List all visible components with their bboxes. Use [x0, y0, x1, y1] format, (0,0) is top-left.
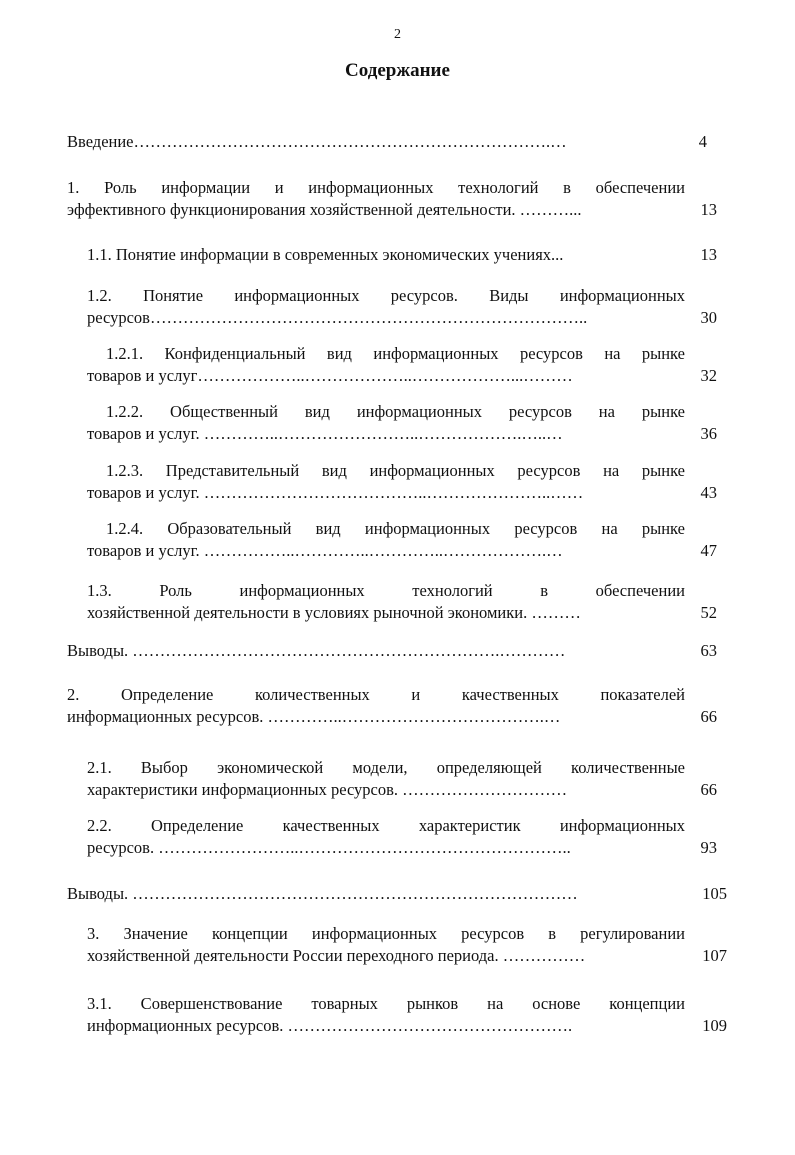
toc-entry-line: Выводы. ………………………………………………………………………: [67, 884, 578, 903]
toc-page-number: 66: [700, 707, 717, 726]
toc-entry-line: товаров и услуг. …………..……………………..……………….…..…: [87, 424, 563, 443]
toc-entry[interactable]: [67, 883, 727, 905]
toc-page-number: 47: [700, 541, 717, 560]
toc-entry[interactable]: [67, 684, 717, 728]
toc-entry[interactable]: [87, 757, 717, 801]
toc-entry[interactable]: [87, 518, 717, 562]
toc-page-number: 105: [702, 884, 727, 903]
toc-entry-line: 2. Определение количественных и качественных показателей: [67, 685, 685, 704]
page-number: 2: [394, 27, 401, 42]
toc-entry[interactable]: [67, 131, 717, 153]
toc-entry-line: хозяйственной деятельности России переходного периода. ……………: [87, 946, 586, 965]
toc-entry-line: 2.1. Выбор экономической модели, определяющей количественные: [87, 758, 685, 777]
toc-entry-line: Введение………………………………………………………………….…: [67, 132, 567, 151]
toc-entry[interactable]: [87, 343, 717, 387]
page-title: Содержание: [345, 60, 450, 81]
toc-entry-line: товаров и услуг. ……………..…………..…………..……………….…: [87, 541, 563, 560]
toc-page-number: 107: [702, 946, 727, 965]
toc-entry-line: 1.1. Понятие информации в современных экономических учениях...: [87, 245, 564, 264]
toc-entry-line: товаров и услуг. …………………………………..…………………..……: [87, 483, 584, 502]
toc-entry[interactable]: [87, 993, 727, 1037]
toc-page-number: 93: [700, 838, 717, 857]
toc-page-number: 13: [700, 200, 717, 219]
toc-entry-line: 3. Значение концепции информационных ресурсов в регулировании: [87, 924, 685, 943]
toc-entry-line: хозяйственной деятельности в условиях рыночной экономики. ………: [87, 603, 581, 622]
toc-entry[interactable]: [87, 401, 717, 445]
toc-entry-line: характеристики информационных ресурсов. …………………………: [87, 780, 568, 799]
toc-entry[interactable]: [87, 285, 717, 329]
toc-entry[interactable]: [67, 640, 717, 662]
toc-entry-line: 1.2. Понятие информационных ресурсов. Виды информационных: [87, 286, 685, 305]
toc-entry-line: 1.2.1. Конфиденциальный вид информационных ресурсов на рынке: [106, 344, 685, 363]
toc-entry-line: информационных ресурсов. …………..……………………………….…: [67, 707, 561, 726]
toc-page-number: 30: [700, 308, 717, 327]
toc-entry-line: информационных ресурсов. …………………………………………….: [87, 1016, 573, 1035]
toc-page-number: 109: [702, 1016, 727, 1035]
toc-entry-line: эффективного функционирования хозяйственной деятельности. ………...: [67, 200, 582, 219]
toc-entry[interactable]: [87, 580, 717, 624]
toc-entry-line: ресурсов. ……………………..…………………………………………..: [87, 838, 571, 857]
toc-page-number: 13: [700, 245, 717, 264]
toc-entry-line: 1.2.3. Представительный вид информационных ресурсов на рынке: [106, 461, 685, 480]
toc-page-number: 52: [700, 603, 717, 622]
toc-entry[interactable]: [87, 923, 727, 967]
toc-page-number: 4: [698, 132, 707, 151]
toc-page-number: 32: [700, 366, 717, 385]
toc-page-number: 63: [700, 641, 717, 660]
toc-entry-line: 3.1. Совершенствование товарных рынков на основе концепции: [87, 994, 685, 1013]
toc-entry-line: Выводы. ………………………………………………………….…………: [67, 641, 566, 660]
toc-entry[interactable]: [87, 815, 717, 859]
toc-entry-line: 1.3. Роль информационных технологий в обеспечении: [87, 581, 685, 600]
toc-entry-line: 1. Роль информации и информационных технологий в обеспечении: [67, 178, 685, 197]
toc-entry[interactable]: [67, 177, 717, 221]
toc-entry-line: 1.2.4. Образовательный вид информационных ресурсов на рынке: [106, 519, 685, 538]
toc-page-number: 66: [700, 780, 717, 799]
toc-entry-line: 2.2. Определение качественных характеристик информационных: [87, 816, 685, 835]
toc-entry-line: товаров и услуг………………..………………..………………...………: [87, 366, 573, 385]
toc-entry-line: 1.2.2. Общественный вид информационных ресурсов на рынке: [106, 402, 685, 421]
toc-entry-line: ресурсов……………………………………………………………………..: [87, 308, 588, 327]
toc-page-number: 36: [700, 424, 717, 443]
toc-page-number: 43: [700, 483, 717, 502]
toc-entry[interactable]: [87, 460, 717, 504]
toc-entry[interactable]: [87, 244, 717, 266]
